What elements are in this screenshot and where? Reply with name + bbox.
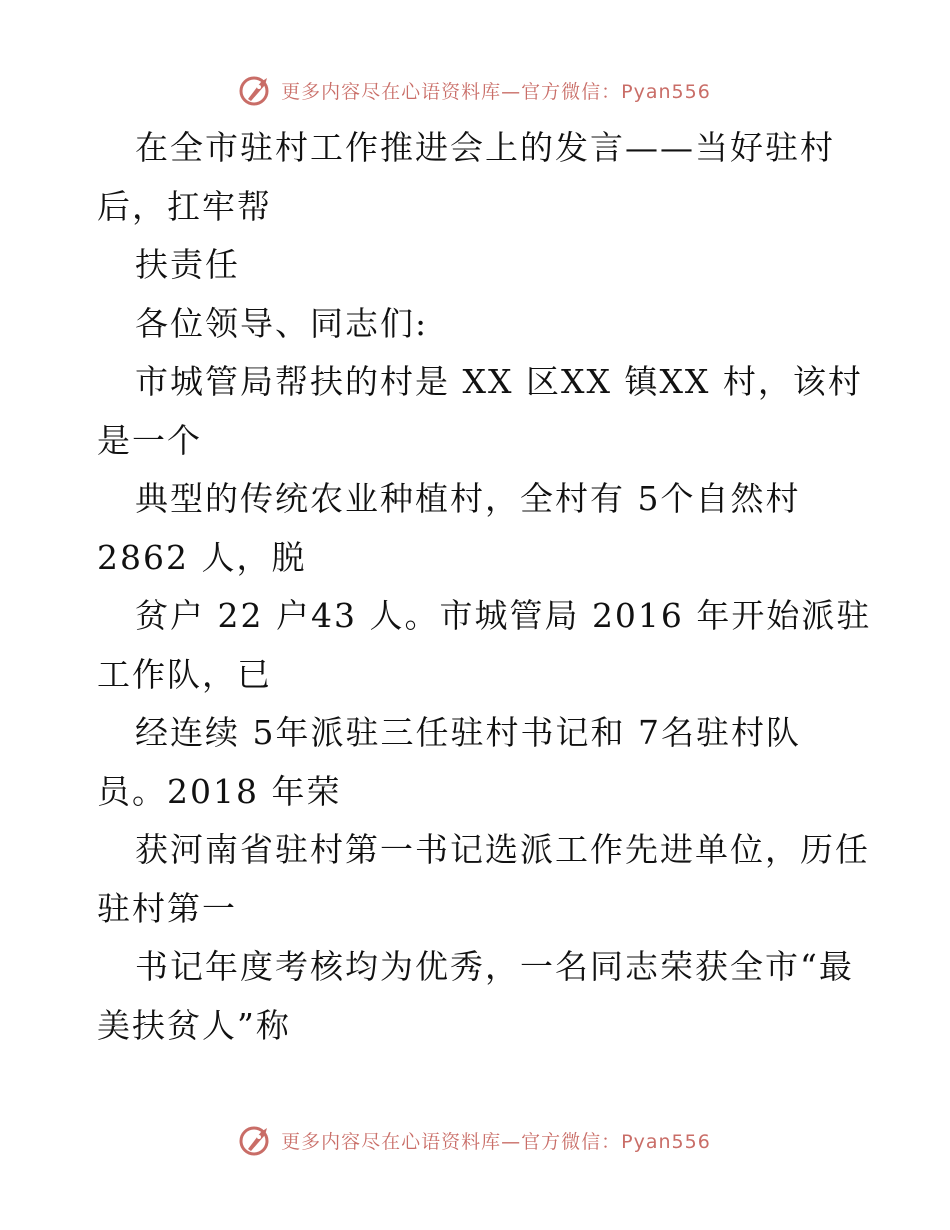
- banner-text: 更多内容尽在心语资料库—官方微信：Pyan556: [281, 80, 711, 103]
- text-line: 贫户 22 户43 人。市城管局 2016 年开始派驻: [135, 596, 872, 635]
- text-line: 各位领导、同志们:: [135, 303, 429, 343]
- text-line: 在全市驻村工作推进会上的发言——当好驻村: [135, 128, 835, 167]
- banner-text: 更多内容尽在心语资料库—官方微信：Pyan556: [281, 1130, 711, 1153]
- text-line: 是一个: [97, 420, 202, 460]
- pen-nib-logo-icon: [239, 1123, 273, 1157]
- text-line: 驻村第一: [97, 888, 237, 928]
- text-line: 书记年度考核均为优秀，一名同志荣获全市“最: [135, 947, 854, 986]
- pen-nib-logo-icon: [239, 73, 273, 107]
- text-line: 经连续 5年派驻三任驻村书记和 7名驻村队: [135, 713, 801, 752]
- text-line: 工作队，已: [97, 654, 272, 694]
- text-line: 扶责任: [135, 245, 240, 284]
- text-line: 美扶贫人”称: [97, 1005, 291, 1045]
- text-line: 获河南省驻村第一书记选派工作先进单位，历任: [135, 830, 870, 869]
- text-line: 后，扛牢帮: [97, 186, 272, 226]
- text-line: 市城管局帮扶的村是 XX 区XX 镇XX 村，该村: [135, 362, 863, 401]
- text-line: 员。2018 年荣: [97, 771, 342, 811]
- document-body: [97, 119, 872, 1055]
- footer-banner: [0, 1120, 950, 1160]
- header-banner: [0, 70, 950, 110]
- text-line: 2862 人，脱: [97, 537, 307, 577]
- text-line: 典型的传统农业种植村，全村有 5个自然村: [135, 479, 801, 518]
